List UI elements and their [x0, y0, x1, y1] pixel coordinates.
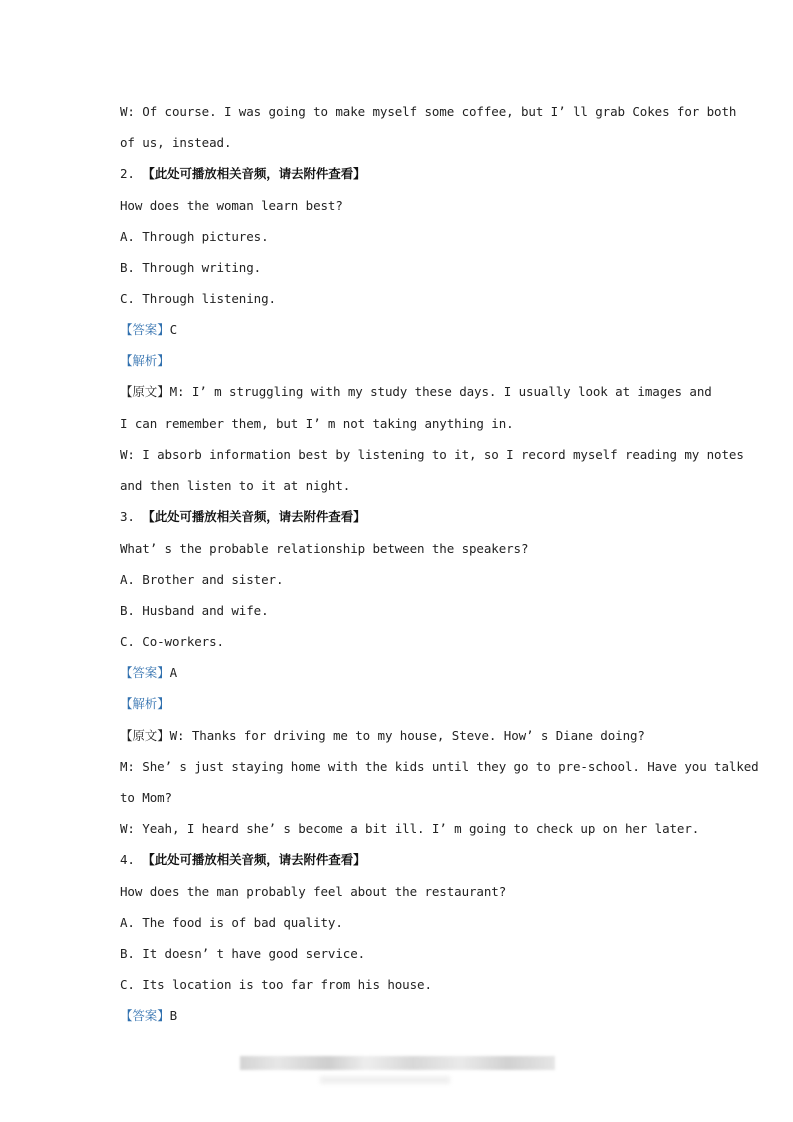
text-line: W: I absorb information best by listening to it, so I record myself reading my notes [120, 447, 744, 462]
option-b: B. Husband and wife. [120, 603, 269, 618]
text-line: and then listen to it at night. [120, 478, 351, 493]
transcript-line: 【原文】W: Thanks for driving me to my house, Steve. How’ s Diane doing? [120, 728, 645, 743]
question-text: What’ s the probable relationship between the speakers? [120, 541, 529, 556]
blurred-footer-watermark [320, 1076, 450, 1084]
analysis-line [120, 696, 170, 712]
answer-line: 【答案】A [120, 665, 178, 680]
text-line: W: Yeah, I heard she’ s become a bit ill. I’ m going to check up on her later. [120, 821, 700, 836]
text-line: M: She’ s just staying home with the kids until they go to pre-school. Have you talked [120, 759, 759, 774]
transcript-line: 【原文】M: I’ m struggling with my study these days. I usually look at images and [120, 384, 712, 399]
question-heading: 2. 【此处可播放相关音频，请去附件查看】 [120, 166, 366, 181]
option-b: B. Through writing. [120, 260, 262, 275]
answer-tag: 【答案】 [120, 322, 170, 337]
transcript-tag: 【原文】 [120, 728, 170, 743]
question-text: How does the woman learn best? [120, 198, 343, 213]
answer-line: 【答案】C [120, 322, 178, 337]
option-c: C. Co-workers. [120, 634, 224, 649]
question-heading: 3. 【此处可播放相关音频，请去附件查看】 [120, 509, 366, 524]
analysis-tag: 【解析】 [120, 353, 170, 368]
option-a: A. Through pictures. [120, 229, 269, 244]
option-b: B. It doesn’ t have good service. [120, 946, 366, 961]
option-a: A. Brother and sister. [120, 572, 284, 587]
text-line: I can remember them, but I’ m not taking anything in. [120, 416, 514, 431]
transcript-tag: 【原文】 [120, 384, 170, 399]
answer-tag: 【答案】 [120, 1008, 170, 1023]
option-c: C. Through listening. [120, 291, 276, 306]
answer-tag: 【答案】 [120, 665, 170, 680]
text-line: to Mom? [120, 790, 172, 805]
question-text: How does the man probably feel about the restaurant? [120, 884, 507, 899]
option-a: A. The food is of bad quality. [120, 915, 343, 930]
analysis-tag: 【解析】 [120, 696, 170, 711]
text-line: W: Of course. I was going to make myself some coffee, but I’ ll grab Cokes for both [120, 104, 737, 119]
blurred-footer-watermark [240, 1056, 555, 1070]
option-c: C. Its location is too far from his house. [120, 977, 432, 992]
question-heading: 4. 【此处可播放相关音频，请去附件查看】 [120, 852, 366, 867]
answer-line: 【答案】B [120, 1008, 178, 1023]
text-line: of us, instead. [120, 135, 232, 150]
analysis-line [120, 353, 170, 369]
